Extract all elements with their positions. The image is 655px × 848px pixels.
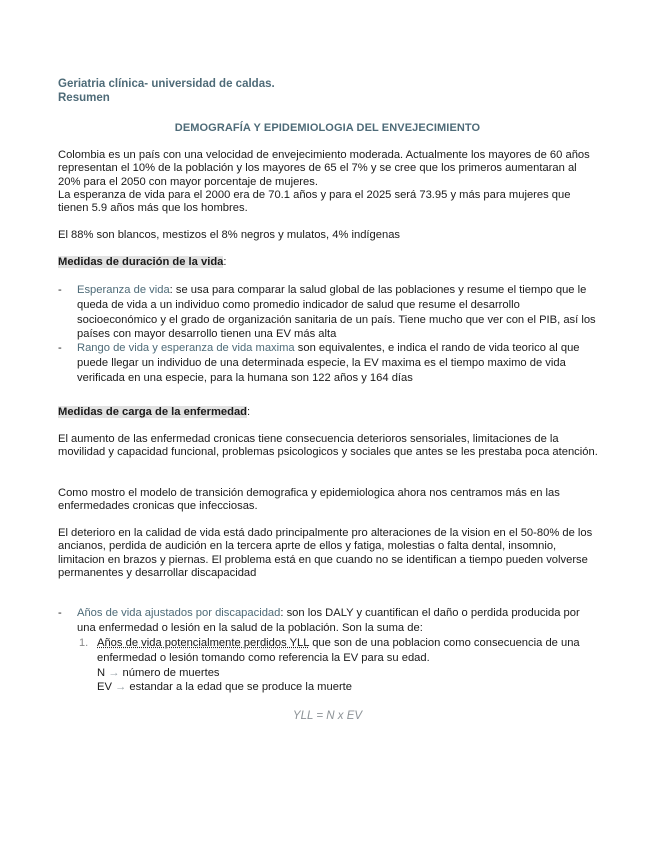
intro-paragraph-demographics: El 88% son blancos, mestizos el 8% negros y mulatos, 4% indígenas [58, 229, 401, 241]
term-daly: Años de vida ajustados por discapacidad [77, 607, 281, 619]
section-heading-burden: Medidas de carga de la enfermedad: [58, 406, 251, 418]
yll-formula: YLL = N x EV [292, 710, 363, 722]
term-esperanza-vida: Esperanza de vida [77, 284, 170, 296]
list-item-daly: - Años de vida ajustados por discapacidad: son los DALY y cuantifican el daño o perdida producida por una enfermedad o lesión en la salud de la población. Son la suma de: [58, 607, 580, 634]
page-title: DEMOGRAFÍA Y EPIDEMIOLOGIA DEL ENVEJECIMIENTO [174, 122, 481, 134]
document-header [58, 77, 275, 105]
section-heading-duration: Medidas de duración de la vida: [58, 256, 227, 268]
burden-paragraph-3: El deterioro en la calidad de vida está dado principalmente pro alteraciones de la vision en el 50-80% de los ancianos, perdida de audición en la tercera aprte de ellos y fatiga, molestias o falta dental, insomnio, limitacion en brazos y piernas. El problema está en que cuando no se identifican a tiempo pueden volverse permanentes y desarrollar discapacidad [58, 527, 593, 579]
sub-list-number: 1. [79, 637, 89, 649]
intro-paragraph-1: Colombia es un país con una velocidad de envejecimiento moderada. Actualmente los mayores de 60 años representan el 10% de la población y los mayores de 65 el 7% y se cree que los primeros aumentaran al 20% para el 2050 con mayor porcentaje de mujeres. La esperanza de vida para el 2000 era de 70.1 años y para el 2025 será 73.95 y más para mujeres que tienen 5.9 años más que los hombres. [58, 149, 590, 215]
list-item-rango-vida: - Rango de vida y esperanza de vida maxima son equivalentes, e indica el rando de vida teorico al que puede llegar un individuo de una determinada especie, la EV maxima es el tiempo maximo de vida verificada en una especie, para la humana son 122 años y 164 días [58, 342, 580, 384]
burden-paragraph-1: El aumento de las enfermedad cronicas tiene consecuencia deterioros sensoriales, limitaciones de la movilidad y capacidad funcional, problemas psicologicos y sociales que antes se les prestaba poca atención. [58, 433, 598, 459]
term-yll: Años de vida potencialmente perdidos YLL [97, 637, 310, 649]
list-item-esperanza-vida: - Esperanza de vida: se usa para comparar la salud global de las poblaciones y resume el tiempo que le queda de vida a un individuo como promedio indicador de salud que resume el desarrollo socioeconómico y el grado de organización sanitaria de un país. Tiene mucho que ver con el PIB, así los países con mayor desarrollo tienen una EV más alta [58, 284, 596, 341]
burden-paragraph-2: Como mostro el modelo de transición demografica y epidemiologica ahora nos centramos más en las enfermedades cronicas que infecciosas. [58, 487, 560, 513]
term-rango-vida: Rango de vida y esperanza de vida maxima [77, 342, 295, 354]
arrow-icon: → [108, 666, 120, 679]
header-course: Geriatria clínica- universidad de caldas. [58, 78, 275, 90]
sub-list-item-yll: Años de vida potencialmente perdidos YLL que son de una poblacion como consecuencia de una enfermedad o lesión tomando como referencia la EV para su edad. N → número de muertes EV → estandar a la edad que se produce la muerte [97, 637, 580, 694]
header-subtitle: Resumen [58, 92, 110, 104]
arrow-icon: → [115, 681, 127, 694]
